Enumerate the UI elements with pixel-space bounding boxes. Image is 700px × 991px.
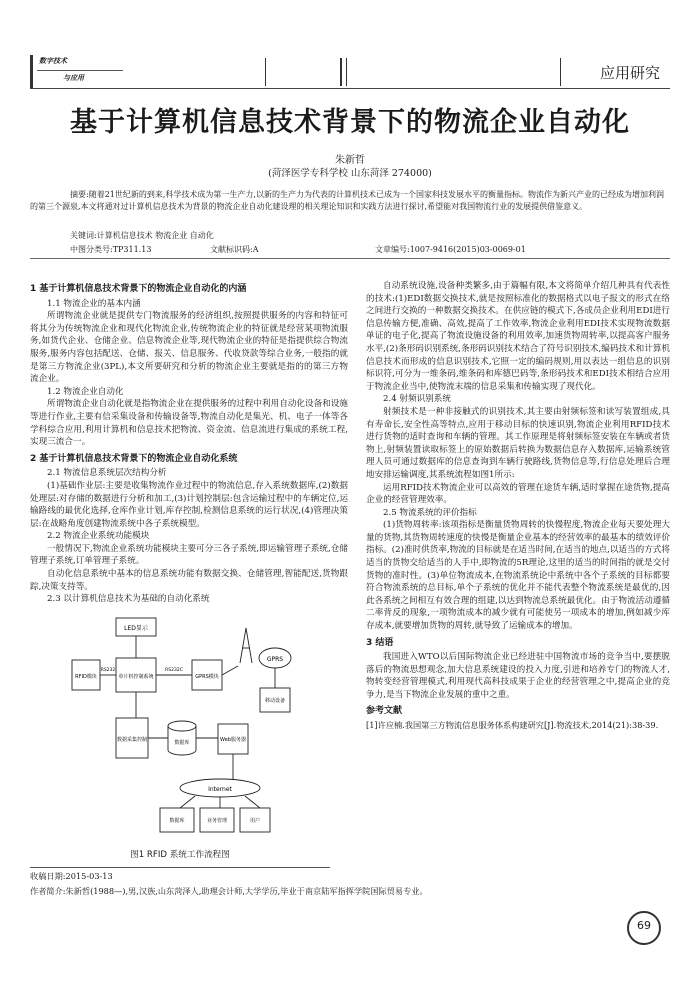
paragraph: 所谓物流企业自动化就是指物流企业在提供服务的过程中利用自动化设备和设施等进行作业,主要有信采集设备和传输设备等,物流自动化是集光、机、电子一体等各学科综合应用,利用计算机和信息技术把物流、资金流、信息流进行集成的系统工程,实现三流合一。: [30, 399, 348, 448]
header-divider: [560, 58, 561, 86]
journal-logo: [30, 55, 123, 89]
header-divider: [346, 58, 347, 86]
section-2-heading: 2 基于计算机信息技术背景下的物流企业自动化系统: [30, 453, 238, 464]
left-column: [30, 280, 348, 606]
references-heading: 参考文献: [366, 705, 403, 716]
paragraph: 自动系统设施,设备种类繁多,由于篇幅有限,本文将简单介绍几种具有代表性的技术:(1)EDI数据交换技术,就是按照标准化的数据格式以电子报文的形式在络之间进行交换的一种数据交换技术。在供应链的模式下,各成员企业利用EDI进行信息传输方便,准确、高效,提高了工作效率,物流企业利用EDI技术实现物流数据单证的电子化,提高了物流设施设备的利用效率,加速货物周转率,以提高客户服务水平,(2)条形码识别系统,条形码识别技术结合了符号识别技术,编码技术和计算机信息技术而形成的信息识别技术,它照一定的编码规则,用以表达一组信息的识别标识符,可分为一维条码,维条码和库德巴码等,条形码技术和EDI技术相结合应用于物流企业当中,使物流末端的信息采集和传输实现了现代化。: [366, 281, 670, 392]
document-code: 文献标识码:A: [210, 245, 259, 254]
section-2-3-heading: 2.3 以计算机信息技术为基础的自动化系统: [47, 594, 210, 605]
article-number: 文章编号:1007-9416(2015)03-0069-01: [375, 245, 526, 254]
keywords: 关键词:计算机信息技术 物流企业 自动化: [70, 231, 214, 240]
article-title: 基于计算机信息技术背景下的物流企业自动化: [70, 107, 630, 138]
section-1-1-heading: 1.1 物流企业的基本内涵: [47, 298, 141, 309]
label-gprs-module: GPRS模块: [195, 674, 219, 680]
paragraph: (1)基础作业层:主要是收集物流作业过程中的物流信息,存入系统数据库,(2)数据处理层:对存储的数据进行分析和加工,(3)计划控制层:包含运输过程中的车辆定位,运输路线的最优化选择,仓库作业计划,库存控制,检测信息系统的运行状况,(4)管理决策层:在战略角度创建物流系统中各子系统模型。: [30, 480, 348, 529]
section-2-4-heading: 2.4 射频识别系统: [383, 394, 451, 405]
label-business: 业务管理: [206, 818, 228, 824]
abstract: 摘要:随着21世纪新的到来,科学技术成为第一生产力,以新的生产力为代表的计算机技术已成为一个国家科技发展水平的衡量指标。物流作为新兴产业的已经成为增加利润的第三个源泉,本文将通对过计算机信息技术为背景的物流企业自动化建设理的相关理论知识和实践方法进行探讨,希望能对我国物流行业的发展提供借鉴意义。: [30, 190, 664, 212]
paragraph: 运用RFID技术物流企业可以高效的管理在途货车辆,适时掌握在途货物,提高企业的经营管理效率。: [366, 482, 670, 506]
logo-line2: 与应用: [63, 74, 84, 82]
abstract-rule: [30, 258, 670, 259]
label-mcu: 单片机控制系统: [118, 674, 154, 680]
section-3-heading: 3 结语: [366, 637, 394, 648]
label-internet: Internet: [208, 786, 232, 793]
section-label: 应用研究: [599, 64, 660, 82]
label-database: 数据库: [174, 740, 190, 746]
label-database2: 数据库: [169, 818, 185, 824]
label-rfid: RFID模块: [75, 674, 97, 680]
footnote-rule: [30, 867, 330, 868]
paragraph: 自动化信息系统中基本的信息系统功能有数据交换、仓储管理,智能配送,货物跟踪,决策支持等。: [30, 569, 348, 592]
label-mobile: 移动设备: [264, 698, 286, 704]
paragraph: 所谓物流企业就是提供专门物流服务的经济组织,按照提供服务的内容和特征可将其分为传统物流企业和现代化物流企业,传统物流企业的特征就是经营某项物流服务,如货代企业、仓储企业、信息物流企业等,现代物流企业的特征是指提供综合物流服务,服务内容包括配送、仓储、报关、信息服务、代收贷款等综合业务,一般指的就是第三方物流企业(3PL),本文所要研究和分析的物流企业主要就是指的的第三方物流企业。: [30, 311, 348, 385]
affiliation: (菏泽医学专科学校 山东菏泽 274000): [268, 168, 432, 179]
author: 朱新哲: [335, 155, 365, 166]
section-1-heading: 1 基于计算机信息技术背景下的物流企业自动化的内涵: [30, 284, 247, 294]
label-web-server: Web服务器: [220, 737, 246, 743]
header-divider: [340, 58, 342, 86]
label-user: 用户: [249, 818, 261, 824]
header-rule: [30, 88, 670, 89]
section-1-2-heading: 1.2 物流企业自动化: [47, 386, 124, 397]
right-column: [366, 280, 670, 732]
label-gprs: GPRS: [266, 656, 284, 663]
reference-item: [1]许应楠.我国第三方物流信息服务体系构建研究[J].物流技术,2014(21):38-39.: [366, 720, 659, 731]
section-2-1-heading: 2.1 物流信息系统层次结构分析: [47, 468, 167, 479]
label-data-collect: 数据采集控制: [116, 737, 148, 743]
figure-caption: 图1 RFID 系统工作流程图: [130, 850, 230, 860]
paragraph: 我国进入WTO以后国际物流企业已经进驻中国物流市场的竞争当中,要摆脱落后的物流思想观念,加大信息系统建设的投入力度,引进和培养专门的物流人才,物转变经营管理模式,利用现代高科技成果于企业的经营管理之中,提高企业的竞争力,是当下物流企业发展的重中之重。: [366, 652, 670, 700]
section-2-2-heading: 2.2 物流企业系统功能模块: [47, 531, 150, 542]
clc-number: 中图分类号:TP311.13: [70, 245, 152, 254]
received-date: 收稿日期:2015-03-13: [30, 871, 113, 881]
section-2-5-heading: 2.5 物流系统的评价指标: [383, 507, 477, 518]
label-rs232c: RS232C: [165, 668, 183, 673]
logo-line1: 数字技术: [39, 57, 67, 65]
paragraph: (1)货物周转率:该项指标是衡量货物周转的快慢程度,物流企业每天要处理大量的货物,其货物周转速度的快慢是衡量企业基本的经营效率的最基本的绩效评价指标。(2)准时供货率,物流的目标就是在适当时间,在适当的地点,以适当的方式将适当的货物交给适当的人手中,即物流的5R理论,这里的适当的时间指的就是交付货物的准时性。(3)单位物流成本,在物流系统论中系统中各个子系统的目标都要符合物流系统的总目标,单个子系统的优化并不能代表整个物流系统是最优的,因此各系统之间相互有效合理的组建,以达到物流总系统最优化。由于物流活动遵循二率背反的现象,一项物流成本的减少就有可能使另一项成本的增加,例如减少库存成本,就要增加货物的周转,就导致了运输成本的增加。: [366, 520, 670, 632]
label-rs232: RS232: [100, 668, 116, 673]
label-led: LED显示: [124, 625, 148, 632]
paragraph: 射频技术是一种非接触式的识别技术,其主要由射频标签和读写装置组成,具有寿命长,安全性高等特点,应用于移动目标的快速识别,物流企业利用RFID技术进行货物的适时查询和车辆的管理。其工作原理是将射频标签安装在车辆或者货物上,射频装置读取标签上的原始数据后转换为数据信息存入数据库,运输系统管理人员可通过数据库的信息查询到车辆行驶路线,货物信息等,行信息处理后合理地安排运输调度,其系统流程如图1所示:: [366, 406, 670, 480]
author-bio: 作者简介:朱新哲(1988—),男,汉族,山东菏泽人,助理会计师,大学学历,毕业于南京陆军指挥学院国际贸易专业。: [30, 886, 428, 896]
header-divider: [265, 58, 266, 86]
page-number: 69: [637, 919, 651, 932]
rfid-system-diagram: [60, 608, 300, 840]
paragraph: 一般情况下,物流企业系统功能模块主要可分三各子系统,即运输管理子系统,仓储管理子系统,订单管理子系统。: [30, 543, 348, 567]
